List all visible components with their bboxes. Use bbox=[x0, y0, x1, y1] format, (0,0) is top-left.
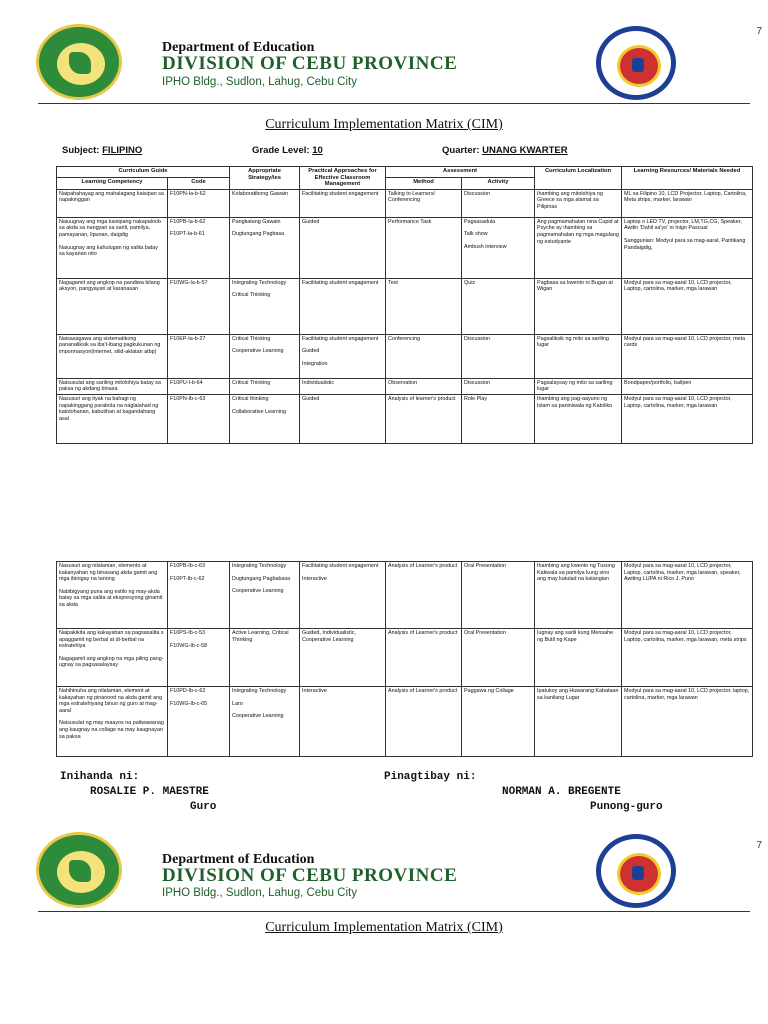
cell-competency bbox=[57, 687, 168, 757]
cell-strategy bbox=[230, 189, 300, 217]
cell-code bbox=[168, 278, 230, 334]
cell-competency bbox=[57, 189, 168, 217]
competency-text: Naiuugnay ang kahulugan ng salita batay sa kayarian nito bbox=[59, 244, 158, 258]
resources-text: Sanggunian: Modyul para sa mag-aaral, Pantikang Pandaigdig, bbox=[624, 237, 746, 251]
cell-method bbox=[386, 378, 462, 394]
table-row bbox=[57, 394, 753, 443]
practical-text: Guided bbox=[302, 348, 320, 355]
strategy-text: Active Learning, Critical Thinking bbox=[232, 630, 289, 643]
cell-practical bbox=[300, 278, 386, 334]
prepared-by-label: Inihanda ni: bbox=[60, 771, 140, 783]
department-name: Department of Education bbox=[162, 852, 315, 867]
cell-method bbox=[386, 278, 462, 334]
resources-text: Modyul para sa mag-aaral 10, LCD projector, Laptop, cartolina, marker, mga larawan bbox=[624, 279, 732, 293]
cell-code bbox=[168, 562, 230, 629]
table-row bbox=[57, 334, 753, 378]
method-text: Performance Task bbox=[388, 218, 432, 225]
cell-localization bbox=[535, 189, 622, 217]
cell-localization bbox=[535, 217, 622, 278]
cell-method bbox=[386, 687, 462, 757]
cell-code bbox=[168, 217, 230, 278]
competency-text: Nasusuri ang tiyak na bahagi ng napakinggang parabola na naglalahad ng katotohanan, kabutihan at kagandahang asal bbox=[59, 395, 159, 422]
cell-competency bbox=[57, 278, 168, 334]
code-text: F10WG-Ib-c-65 bbox=[170, 700, 208, 707]
header-practical: Practical Approaches for Effective Classroom Management bbox=[300, 167, 386, 190]
cell-code bbox=[168, 629, 230, 687]
method-text: Analysis of Learner's product bbox=[388, 563, 458, 569]
prepared-by-name: ROSALIE P. MAESTRE bbox=[90, 786, 209, 798]
division-name: DIVISION OF CEBU PROVINCE bbox=[162, 865, 458, 886]
cell-competency bbox=[57, 378, 168, 394]
practical-text: Guided, Individualistic, Cooperative Learning bbox=[302, 630, 356, 643]
letterhead-top bbox=[0, 18, 768, 104]
competency-text: Naisusulat ng may maayos na paliwawanag ang kaugnay na collage na may kaugnayan sa paksa bbox=[59, 720, 164, 740]
resources-text: Modyul para sa mag-aaral 10, LCD projector, Laptop, cartolina, marker, mga larawan, speaker, Awiting LUPA ni Rico J. Puno bbox=[624, 563, 741, 583]
method-text: Analysis of Learner's product bbox=[388, 688, 458, 694]
header-curriculum-guide: Curriculum Guide bbox=[57, 167, 230, 178]
strategy-text: Integrating Technology bbox=[232, 688, 287, 694]
method-text: Analysis of Learner's product bbox=[388, 630, 458, 636]
cell-competency bbox=[57, 562, 168, 629]
strategy-text: Laro bbox=[232, 700, 243, 707]
header-method: Method bbox=[386, 178, 462, 189]
cell-activity bbox=[462, 217, 535, 278]
table-row bbox=[57, 278, 753, 334]
subject-meta: Subject: FILIPINO bbox=[62, 145, 143, 156]
cell-activity bbox=[462, 562, 535, 629]
table-row bbox=[57, 629, 753, 687]
cell-practical bbox=[300, 687, 386, 757]
code-text: F10EP-Ia-b-27 bbox=[170, 335, 206, 342]
practical-text: Guided bbox=[302, 218, 320, 225]
cell-activity bbox=[462, 687, 535, 757]
cell-activity bbox=[462, 278, 535, 334]
strategy-text: Cooperative Learning bbox=[232, 588, 284, 595]
resources-text: Modyul para sa mag-aaral 10, LCD projector, meta cards bbox=[624, 335, 746, 349]
quarter-meta: Quarter: UNANG KWARTER bbox=[442, 145, 568, 156]
department-name: Department of Education bbox=[162, 40, 315, 55]
cell-strategy bbox=[230, 394, 300, 443]
competency-text: Nagagamit ang angkop na pandiwa bilang aksyon, pangyayari at karanasan bbox=[59, 279, 160, 293]
cell-localization bbox=[535, 378, 622, 394]
cell-competency bbox=[57, 394, 168, 443]
cell-localization bbox=[535, 394, 622, 443]
cell-localization bbox=[535, 562, 622, 629]
cell-activity bbox=[462, 629, 535, 687]
practical-text: Facilitating student engagement bbox=[302, 335, 379, 342]
cell-practical bbox=[300, 334, 386, 378]
cell-method bbox=[386, 629, 462, 687]
code-text: F10WG-Ia-b-57 bbox=[170, 279, 208, 286]
strategy-text: Cooperative Learning bbox=[232, 348, 284, 355]
code-text: F10PU-I-b-64 bbox=[170, 379, 203, 386]
cell-localization bbox=[535, 278, 622, 334]
cell-strategy bbox=[230, 278, 300, 334]
quarter-value: UNANG KWARTER bbox=[482, 145, 568, 156]
localization-text: Ihambing ang pag-aayuno ng Islam sa paniniwala ng Katoliko bbox=[537, 395, 613, 409]
cell-resources bbox=[622, 189, 753, 217]
cell-activity bbox=[462, 189, 535, 217]
cell-practical bbox=[300, 394, 386, 443]
cell-practical bbox=[300, 562, 386, 629]
competency-text: Nahihinuha ang nilalaman, element at kakayahan ng pinanood na akda gamit ang mga estratehiyang binuo ng guro at mag-aaral bbox=[59, 688, 163, 714]
method-text: Observation bbox=[388, 379, 418, 386]
table-row bbox=[57, 378, 753, 394]
cell-resources bbox=[622, 394, 753, 443]
strategy-text: Cooperative Learning bbox=[232, 713, 284, 720]
localization-text: Ipatukoy ang Huwarang Kabataan sa kanilang Lugar bbox=[537, 688, 619, 701]
cell-method bbox=[386, 334, 462, 378]
cell-method bbox=[386, 562, 462, 629]
cell-code bbox=[168, 189, 230, 217]
cell-resources bbox=[622, 378, 753, 394]
grade-value: 10 bbox=[312, 145, 323, 156]
cell-activity bbox=[462, 378, 535, 394]
cim-table-part-1 bbox=[56, 166, 753, 444]
kagawaran-seal-logo bbox=[596, 26, 676, 100]
code-text: F10PT-Ib-c-62 bbox=[170, 575, 205, 582]
localization-text: Ang pagmamahalan nina Cupid at Psyche ay ihambing sa pagmamahalan ng mga magulang ng estudyante bbox=[537, 218, 619, 245]
code-text: F10WG-Ib-c-58 bbox=[170, 642, 208, 649]
method-text: Talking to Learners/ Conferencing bbox=[388, 190, 436, 204]
cell-resources bbox=[622, 334, 753, 378]
kagawaran-seal-logo bbox=[596, 834, 676, 908]
cell-competency bbox=[57, 629, 168, 687]
cell-practical bbox=[300, 189, 386, 217]
header-assessment: Assessment bbox=[386, 167, 535, 178]
division-address: IPHO Bldg., Sudlon, Lahug, Cebu City bbox=[162, 76, 357, 88]
deped-seal-logo bbox=[36, 24, 122, 100]
code-text: F10PN-Ia-b-62 bbox=[170, 190, 206, 197]
header-resources: Learning Resources/ Materials Needed bbox=[622, 167, 753, 190]
code-text: F10PD-Ib-c-62 bbox=[170, 688, 206, 694]
cell-practical bbox=[300, 217, 386, 278]
page-title: Curriculum Implementation Matrix (CIM) bbox=[265, 920, 503, 935]
resources-text: ML sa Filipino 10, LCD Projector, Laptop, Cartolina, Meta strips, marker, larawan bbox=[624, 190, 747, 204]
strategy-text: Critical Thinking bbox=[232, 292, 271, 299]
activity-text: Oral Presentation bbox=[464, 630, 506, 636]
header-learning-competency: Learning Competency bbox=[57, 178, 168, 189]
code-text: F10PS-Ib-c-53 bbox=[170, 630, 206, 636]
grade-meta: Grade Level: 10 bbox=[252, 145, 323, 156]
practical-text: Integration bbox=[302, 360, 328, 367]
header-strategy: Appropriate Strategy/ies bbox=[230, 167, 300, 190]
method-text: Analysis of learner's product bbox=[388, 395, 456, 402]
cell-resources bbox=[622, 217, 753, 278]
strategy-text: Dugtungang Pagbabasa bbox=[232, 575, 291, 582]
strategy-text: Dugtungang Pagbasa bbox=[232, 231, 285, 238]
cim-table-part-2 bbox=[56, 561, 753, 757]
strategy-text: Integrating Technology bbox=[232, 279, 287, 286]
code-text: F10PN-Ib-c-63 bbox=[170, 395, 206, 402]
localization-text: Pagsalaysay ng mito sa sariling lugar bbox=[537, 379, 613, 393]
cell-method bbox=[386, 189, 462, 217]
resources-text: Bondpaper/portfolio, ballpen bbox=[624, 379, 692, 386]
competency-text: Naipahahayag ang mahalagang kaisipan sa napakinggan bbox=[59, 190, 164, 204]
prepared-by-role: Guro bbox=[190, 801, 217, 813]
division-address: IPHO Bldg., Sudlon, Lahug, Cebu City bbox=[162, 887, 357, 899]
cell-resources bbox=[622, 687, 753, 757]
table-row bbox=[57, 562, 753, 629]
practical-text: Individualistic bbox=[302, 379, 335, 386]
cell-localization bbox=[535, 687, 622, 757]
cell-code bbox=[168, 378, 230, 394]
localization-text: Iugnay ang sarili kung Mensahe ng Butil ng Kape bbox=[537, 630, 614, 643]
approved-by-name: NORMAN A. BREGENTE bbox=[502, 786, 621, 798]
header-code: Code bbox=[168, 178, 230, 189]
cell-method bbox=[386, 217, 462, 278]
activity-text: Discussion bbox=[464, 379, 491, 386]
cell-strategy bbox=[230, 378, 300, 394]
activity-text: Talk show bbox=[464, 231, 488, 238]
activity-text: Oral Presentation bbox=[464, 563, 506, 569]
resources-text: Modyul para sa mag-aaral 10, LCD projector, laptop, cartolina, marker, mga larawan bbox=[624, 688, 750, 701]
cell-strategy bbox=[230, 334, 300, 378]
strategy-text: Critical thinking bbox=[232, 395, 269, 402]
practical-text: Interactive bbox=[302, 688, 327, 694]
strategy-text: Collaborative Learning bbox=[232, 408, 286, 415]
strategy-text: Pangkatang Gawain bbox=[232, 218, 281, 225]
table-row bbox=[57, 217, 753, 278]
approved-by-role: Punong-guro bbox=[590, 801, 663, 813]
practical-text: Facilitating student engagement bbox=[302, 279, 379, 286]
cell-localization bbox=[535, 334, 622, 378]
page-number: 7 bbox=[756, 840, 762, 851]
activity-text: Discussion bbox=[464, 190, 491, 197]
competency-text: Nagagamit ang angkop na mga piling pang-ugnay sa pagsasalaysay bbox=[59, 655, 164, 669]
cell-resources bbox=[622, 562, 753, 629]
cell-localization bbox=[535, 629, 622, 687]
practical-text: Facilitating student engagement bbox=[302, 563, 379, 569]
activity-text: Role Play bbox=[464, 395, 488, 402]
activity-text: Pagsasadula bbox=[464, 218, 496, 225]
localization-text: Pagsaliksik ng mito sa sariling lugar bbox=[537, 335, 609, 349]
method-text: Conferencing bbox=[388, 335, 421, 342]
competency-text: Naipakikita ang kakayahan sa pagsasalita s apaggamit ng berbal at di-berbal na estratehiya bbox=[59, 630, 164, 650]
cell-competency bbox=[57, 334, 168, 378]
approved-by-label: Pinagtibay ni: bbox=[384, 771, 477, 783]
strategy-text: Critical Thinking bbox=[232, 379, 271, 386]
strategy-text: Kolaboratibong Gawain bbox=[232, 190, 289, 197]
localization-text: Ihambing ang kwento ng Tusong Katiwala sa pamilya kung sino ang may katulad na katangian bbox=[537, 563, 615, 583]
activity-text: Paggawa ng Collage bbox=[464, 688, 514, 694]
practical-text: Facilitating student engagement bbox=[302, 190, 379, 197]
activity-text: Quiz bbox=[464, 279, 476, 286]
subject-value: FILIPINO bbox=[102, 145, 143, 156]
cell-code bbox=[168, 394, 230, 443]
page-title: Curriculum Implementation Matrix (CIM) bbox=[265, 117, 503, 132]
code-text: F10PT-Ia-b-61 bbox=[170, 231, 205, 238]
letterhead-bottom bbox=[0, 826, 768, 912]
resources-text: Modyul para sa mag-aaral 10, LCD projector, Laptop, cartolina, marker, mga larawan bbox=[624, 395, 732, 409]
cell-practical bbox=[300, 378, 386, 394]
cell-method bbox=[386, 394, 462, 443]
localization-text: Ihambing ang mitolohiya ng Greece sa mga alamat sa Pilipinas bbox=[537, 190, 603, 210]
cell-strategy bbox=[230, 687, 300, 757]
cell-strategy bbox=[230, 629, 300, 687]
page-number: 7 bbox=[756, 26, 762, 37]
table-row bbox=[57, 687, 753, 757]
resources-text: Modyul para sa mag-aaral 10, LCD projector, Laptop, cartolina, marker, mga larawan, meta strips bbox=[624, 630, 747, 643]
competency-text: Nabibigyang puna ang estilo ng may-akda batay sa mga salita at ekspresyong ginamit sa akda bbox=[59, 588, 163, 608]
deped-seal-logo bbox=[36, 832, 122, 908]
division-name: DIVISION OF CEBU PROVINCE bbox=[162, 53, 458, 74]
competency-text: Nasusuri ang nilalaman, elemento at kakanyahan ng binasang akda gamit ang mga ibinigay na tanong bbox=[59, 563, 158, 583]
header-localization: Curriculum Localization bbox=[535, 167, 622, 190]
cell-activity bbox=[462, 334, 535, 378]
cell-code bbox=[168, 334, 230, 378]
competency-text: Naiuugnay ang mga kaisipang nakapaloob sa akda sa nangyari sa sarili, pamilya, pamayanan, lipunan, daigdig bbox=[59, 218, 161, 238]
practical-text: Interactive bbox=[302, 575, 327, 582]
cell-practical bbox=[300, 629, 386, 687]
localization-text: Pagbasa sa kwento ni Bugan at Wigan bbox=[537, 279, 613, 293]
strategy-text: Integrating Technology bbox=[232, 563, 287, 569]
cell-strategy bbox=[230, 562, 300, 629]
competency-text: Naisusulat ang sariling mitolohiya batay sa paksa ng akdang binasa bbox=[59, 379, 161, 393]
strategy-text: Critical Thinking bbox=[232, 335, 271, 342]
cell-resources bbox=[622, 278, 753, 334]
table-row bbox=[57, 189, 753, 217]
cell-strategy bbox=[230, 217, 300, 278]
competency-text: Naisasagawa ang sistematikong pananaliksik sa iba't-ibang pagkukunan ng impormasyon(internet, silid-aklatan atbp) bbox=[59, 335, 161, 355]
cell-competency bbox=[57, 217, 168, 278]
activity-text: Ambush interview bbox=[464, 243, 507, 250]
cell-resources bbox=[622, 629, 753, 687]
practical-text: Guided bbox=[302, 395, 320, 402]
cell-code bbox=[168, 687, 230, 757]
method-text: Test bbox=[388, 279, 398, 286]
code-text: F10PB-Ib-c-63 bbox=[170, 563, 206, 569]
cell-activity bbox=[462, 394, 535, 443]
resources-text: Laptop o LED TV, projector, LM,TG,CG, Speaker, Awitin 'Dahil sa'yo' ni Inigo Pascual bbox=[624, 218, 742, 232]
code-text: F10PB-Ia-b-62 bbox=[170, 218, 206, 225]
activity-text: Discussion bbox=[464, 335, 491, 342]
header-activity: Activity bbox=[462, 178, 535, 189]
